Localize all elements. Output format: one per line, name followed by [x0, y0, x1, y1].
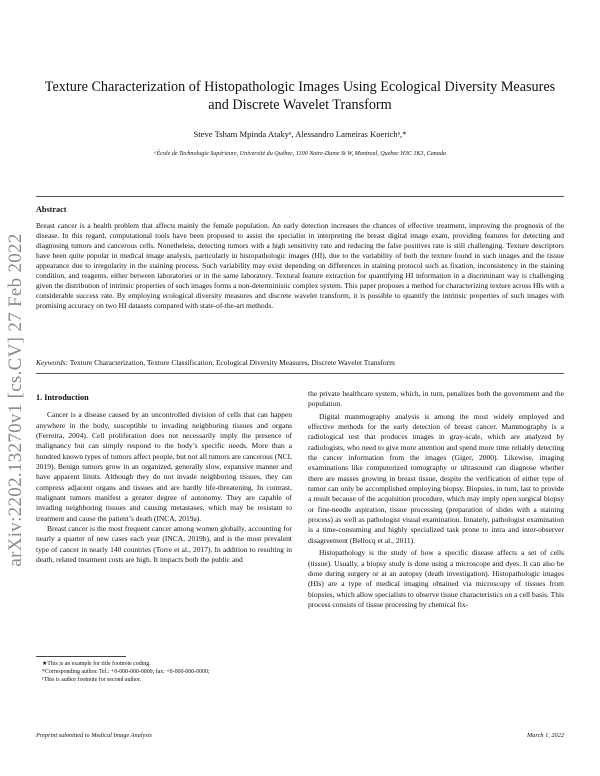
section-heading-introduction: 1. Introduction: [36, 393, 89, 402]
left-column: [36, 377, 292, 566]
right-column: [308, 389, 564, 610]
paragraph: the private healthcare system, which, in turn, penalizes both the government and the population.: [308, 389, 564, 409]
paragraph: Digital mammography analysis is among the most widely employed and effective methods for the early detection of breast cancer. Mammography is a radiological test that produces images in gray-scale, which are analyzed by radiologists, who need to give more attention and spend more time reliably detecting the cancer information from the images (Giger, 2000). Likewise, imaging examinations like computerized tomography or ultrasound can diagnose whether there are masses growing in breast tissue, despite the verification of either type of tumor can only be accomplished employing biopsy. Biopsies, in turn, last to provide a result because of the acquisition procedure, which may imply open surgical biopsy or fine-needle aspiration, tissue processing (preparation of slides with a staining process) as well as pathologist visual examination. Innately, pathologist examination is a time-consuming and highly specialized task prone to intra and inter-observer disagreement (Bellocq et al., 2011).: [308, 411, 564, 545]
footnote-rule: [36, 656, 126, 657]
bottom-rule: [36, 373, 564, 374]
keywords-label: Keywords:: [36, 358, 68, 367]
top-rule: [36, 196, 564, 197]
footnotes: [36, 656, 292, 684]
footnote: ¹This is author footnote for second author.: [42, 677, 142, 683]
footer-date: March 1, 2022: [526, 732, 564, 739]
arxiv-identifier-text: arXiv:2202.13270v1 [cs.CV] 27 Feb 2022: [5, 233, 26, 567]
paragraph: Cancer is a disease caused by an uncontrolled division of cells that can happen anywhere in the body, susceptible to invading neighboring tissues and organs (Ferreira, 2004). Cell proliferation does not necessarily imply the presence of malignancy but can simply respond to the body’s specific needs. More than a hundred known types of tumors affect people, but not all tumors are cancerous (NCI, 2019). Benign tumors grow in an organized, generally slow, expansive manner and have apparent limits. Although they do not invade neighboring tissues, they can compress adjacent organs and tissues and are hardly life-threatening. In contrast, malignant tumors manifest a greater degree of autonomy. They are capable of invading neighboring tissues and causing metastases, which may be resistant to treatment and cause the patient’s death (INCA, 2019a).: [36, 410, 292, 523]
page-footer: [36, 732, 564, 739]
paragraph: Breast cancer is the most frequent cancer among women globally, accounting for nearly a quarter of new cases each year (INCA, 2019b), and is the most prevalent type of cancer in nearly 140 countries (Torre et al., 2017). In addition to resulting in death, related treatment costs are high. It impacts both the public and: [36, 524, 292, 565]
abstract-text: Breast cancer is a health problem that affects mainly the female population. An early detection increases the chances of effective treatment, improving the prognosis of the disease. In this regard, computational tools have been proposed to assist the specialist in interpreting the breast digital image exam, providing features for detecting and diagnosing tumors and cancerous cells. Nonetheless, detecting tumors with a high sensitivity rate and reducing the false positives rate is still challenging. Texture descriptors have been quite popular in medical image analysis, particularly in histopathologic images (HI), due to the variability of both the texture found in such images and the tissue appearance due to irregularity in the staining process. Such variability may exist depending on differences in staining protocol such as fixation, inconsistency in the staining condition, and reagents, either between laboratories or in the same laboratory. Textural feature extraction for quantifying HI information in a discriminant way is challenging given the distribution of intrinsic properties of such images forms a non-deterministic complex system. This paper proposes a method for characterizing texture across HIs with a considerable success rate. By employing ecological diversity measures and discrete wavelet transform, it is possible to quantify the intrinsic properties of such images with promising accuracy on two HI datasets compared with state-of-the-art methods.: [36, 221, 564, 311]
footnote: *Corresponding author. Tel.: +0-000-000-0000; fax: +0-000-000-0000;: [42, 669, 210, 675]
abstract-heading: Abstract: [36, 205, 67, 214]
keywords: [36, 358, 564, 368]
footnote: ★This is an example for title footnote coding.: [42, 661, 151, 667]
footer-submission-note: Preprint submitted to Medical Image Analysis: [36, 732, 152, 739]
paragraph: Histopathology is the study of how a specific disease affects a set of cells (tissue). Usually, a biopsy study is done using a microscope and dyes. It can also be done during surgery or at an autopsy (death investigation). Histopathologic images (HIs) are a type of medical imaging obtained via microscopy of tissues from biopsies, which allow specialists to observe tissue characteristics on a cell basis. This process consists of tissue processing by chemical fix-: [308, 548, 564, 609]
affiliation: ᵃÉcole de Technologie Supérieure, Université du Québec, 1100 Notre-Dame St W, Montreal, Quebec H3C 1K3, Canada: [154, 151, 446, 157]
paper-title: Texture Characterization of Histopathologic Images Using Ecological Diversity Measures and Discrete Wavelet Transform: [44, 79, 556, 113]
author-list: Steve Tsham Mpinda Atakyᵃ, Alessandro Lameiras Koerichᵃ,*: [193, 129, 407, 139]
keywords-text: Texture Characterization, Texture Classification, Ecological Diversity Measures, Discrete Wavelet Transform: [69, 358, 395, 367]
